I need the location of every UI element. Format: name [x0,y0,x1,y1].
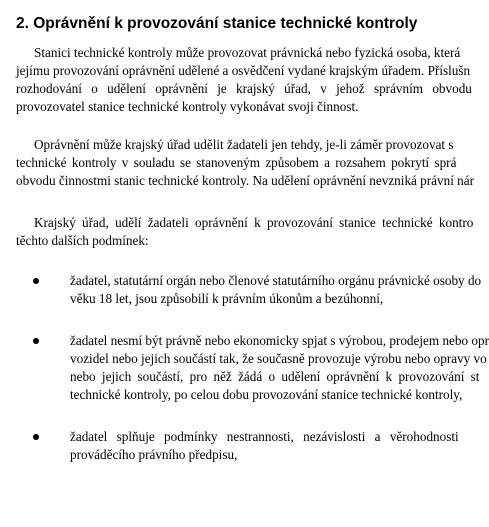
bullet-dot [33,278,39,284]
bullet-2-line-2: vozidel nebo jejich součástí tak, že současně provozuje výrobu nebo opravy vo [70,351,487,366]
paragraph-1-line-1: Stanici technické kontroly může provozovat právnická nebo fyzická osoba, která [34,45,461,60]
paragraph-1-line-2: jejímu provozování oprávnění udělené a osvědčení vydané krajským úřadem. Příslušn [16,63,471,78]
paragraph-2-line-1: Oprávnění může krajský úřad udělit žadateli jen tehdy, je-li záměr provozovat s [34,137,454,152]
section-heading: 2. Oprávnění k provozování stanice technické kontroly [16,15,418,32]
paragraph-1-line-4: provozovatel stanice technické kontroly vykonávat svoji činnost. [16,99,359,114]
paragraph-1-line-3: rozhodování o udělení oprávnění je krajský úřad, v jehož správním obvodu [16,81,472,96]
paragraph-3-line-2: těchto dalších podmínek: [16,233,149,248]
bullet-3-line-1: žadatel splňuje podmínky nestrannosti, nezávislosti a věrohodnosti [70,429,459,444]
bullet-3-line-2: prováděcího právního předpisu, [70,447,238,462]
bullet-dot [33,434,39,440]
bullet-1-line-1: žadatel, statutární orgán nebo členové statutárního orgánu právnické osoby do [70,273,482,288]
paragraph-3-line-1: Krajský úřad, udělí žadateli oprávnění k provozování stanice technické kontro [34,215,474,230]
bullet-2-line-4: technické kontroly, po celou dobu provozování stanice technické kontroly, [70,387,463,402]
bullet-1-line-2: věku 18 let, jsou způsobilí k právním úkonům a bezúhonní, [70,291,384,306]
bullet-2-line-3: nebo jejich součástí, pro něž žádá o udělení oprávnění k provozování st [70,369,480,384]
bullet-dot [33,338,39,344]
paragraph-2-line-2: technické kontroly v souladu se stanoveným způsobem a rozsahem pokrytí sprá [16,155,457,170]
bullet-2-line-1: žadatel nesmí být právně nebo ekonomicky spjat s výrobou, prodejem nebo opr [70,333,489,348]
paragraph-2-line-3: obvodu činnostmi stanic technické kontroly. Na udělení oprávnění nevzniká právní nár [16,173,475,188]
